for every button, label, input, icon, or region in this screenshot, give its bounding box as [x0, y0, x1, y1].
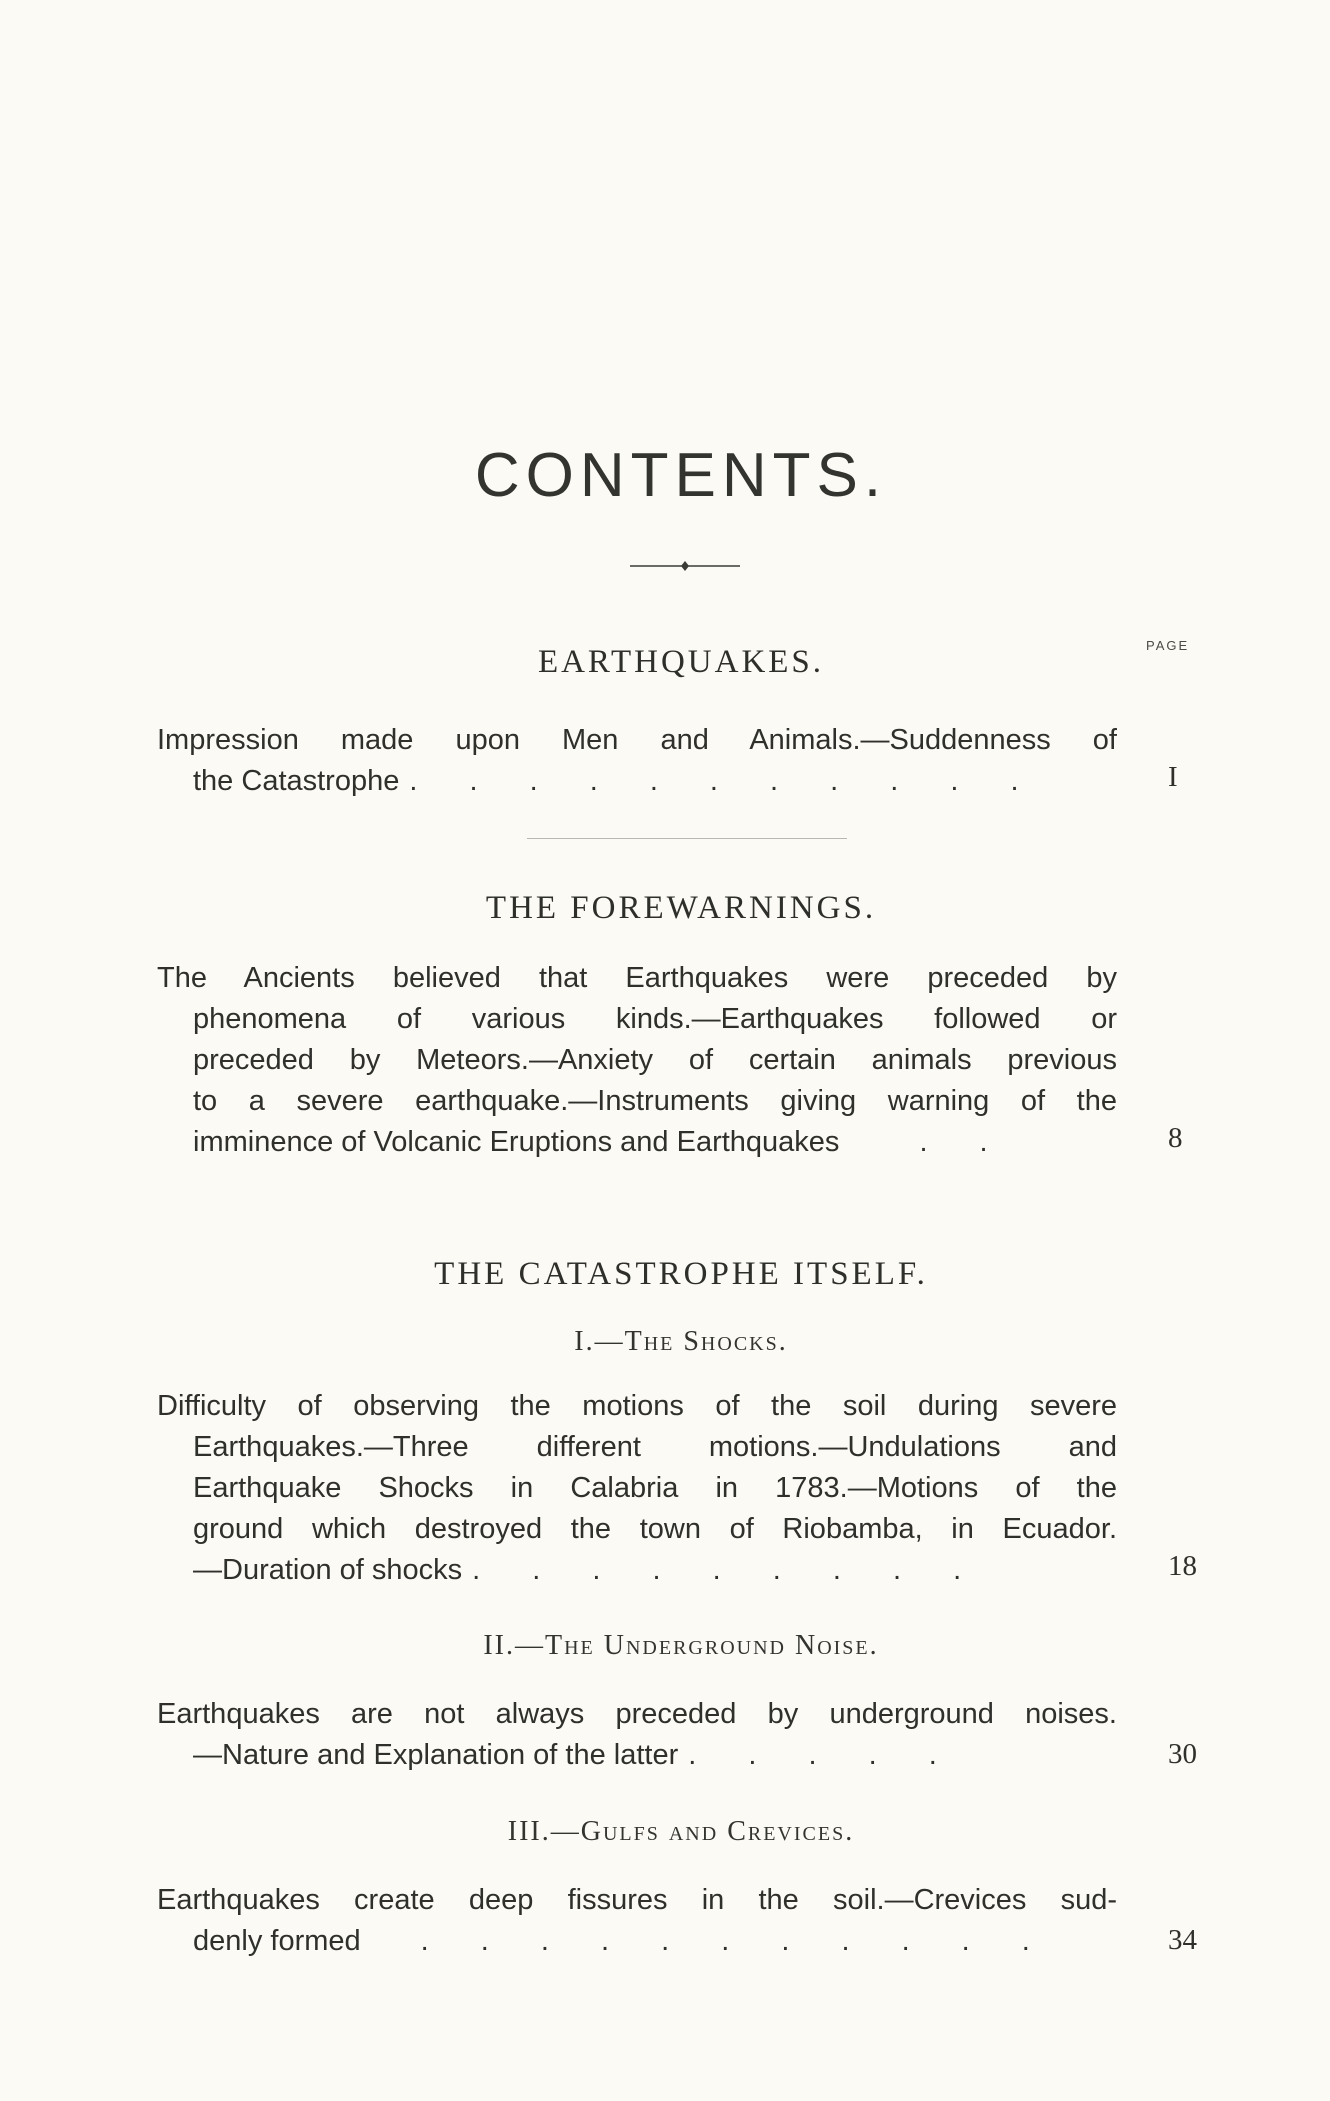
- entry-line: Earthquake Shocks in Calabria in 1783.—Motions of the: [193, 1472, 1117, 1504]
- entry-line: Earthquakes are not always preceded by underground noises.: [157, 1698, 1117, 1730]
- entry-line-text: —Nature and Explanation of the latter: [193, 1739, 679, 1771]
- page-number: 8: [1168, 1122, 1183, 1154]
- entry-line: [157, 1735, 1117, 1776]
- toc-entry-gulfs-and-crevices[interactable]: [157, 1880, 1117, 1962]
- toc-entry-earthquakes[interactable]: [157, 720, 1117, 802]
- page-number: 34: [1168, 1924, 1197, 1956]
- entry-line-text: denly formed: [193, 1925, 361, 1957]
- dot-leaders: . . . . . . . . .: [472, 1554, 984, 1586]
- section-heading-catastrophe: THE CATASTROPHE ITSELF.: [434, 1256, 928, 1292]
- entry-line: to a severe earthquake.—Instruments giving warning of the: [193, 1085, 1117, 1117]
- page-title: CONTENTS.: [474, 441, 888, 510]
- dot-leaders: . .: [919, 1126, 1010, 1158]
- toc-entry-forewarnings[interactable]: [157, 958, 1117, 1163]
- dot-leaders: . . . . .: [688, 1739, 959, 1771]
- entry-line: Difficulty of observing the motions of the soil during severe: [157, 1390, 1117, 1422]
- page-number: I: [1168, 761, 1178, 793]
- toc-entry-shocks[interactable]: [157, 1386, 1117, 1591]
- section-heading-earthquakes: EARTHQUAKES.: [537, 644, 825, 680]
- section-rule: [527, 838, 847, 839]
- ornament-divider-icon: [630, 560, 740, 572]
- toc-entry-underground-noise[interactable]: [157, 1694, 1117, 1776]
- page-number: 30: [1168, 1738, 1197, 1770]
- dot-leaders: . . . . . . . . . . .: [409, 765, 1041, 797]
- entry-line: [157, 1550, 1117, 1591]
- entry-line: Earthquakes.—Three different motions.—Undulations and: [193, 1431, 1117, 1463]
- entry-line: The Ancients believed that Earthquakes were preceded by: [157, 962, 1117, 994]
- page-number: 18: [1168, 1550, 1197, 1582]
- entry-line: preceded by Meteors.—Anxiety of certain animals previous: [193, 1044, 1117, 1076]
- entry-line: Earthquakes create deep fissures in the soil.—Crevices sud-: [157, 1884, 1117, 1916]
- entry-line: [157, 1921, 1117, 1962]
- entry-line: [157, 761, 1117, 802]
- entry-line-text: the Catastrophe: [193, 765, 400, 797]
- entry-line-text: imminence of Volcanic Eruptions and Earthquakes: [193, 1126, 840, 1158]
- dot-leaders: . . . . . . . . . . .: [420, 1925, 1052, 1957]
- section-heading-forewarnings: THE FOREWARNINGS.: [485, 890, 877, 926]
- entry-line: ground which destroyed the town of Riobamba, in Ecuador.: [193, 1513, 1117, 1545]
- page-column-label: PAGE: [1146, 638, 1190, 653]
- entry-line-text: —Duration of shocks: [193, 1554, 463, 1586]
- entry-line: [157, 1122, 1117, 1163]
- sub-heading-shocks: I.—The Shocks.: [574, 1326, 788, 1357]
- entry-line: phenomena of various kinds.—Earthquakes followed or: [193, 1003, 1117, 1035]
- sub-heading-gulfs-and-crevices: III.—Gulfs and Crevices.: [507, 1816, 855, 1847]
- sub-heading-underground-noise: II.—The Underground Noise.: [483, 1630, 879, 1661]
- entry-line: Impression made upon Men and Animals.—Suddenness of: [157, 724, 1117, 756]
